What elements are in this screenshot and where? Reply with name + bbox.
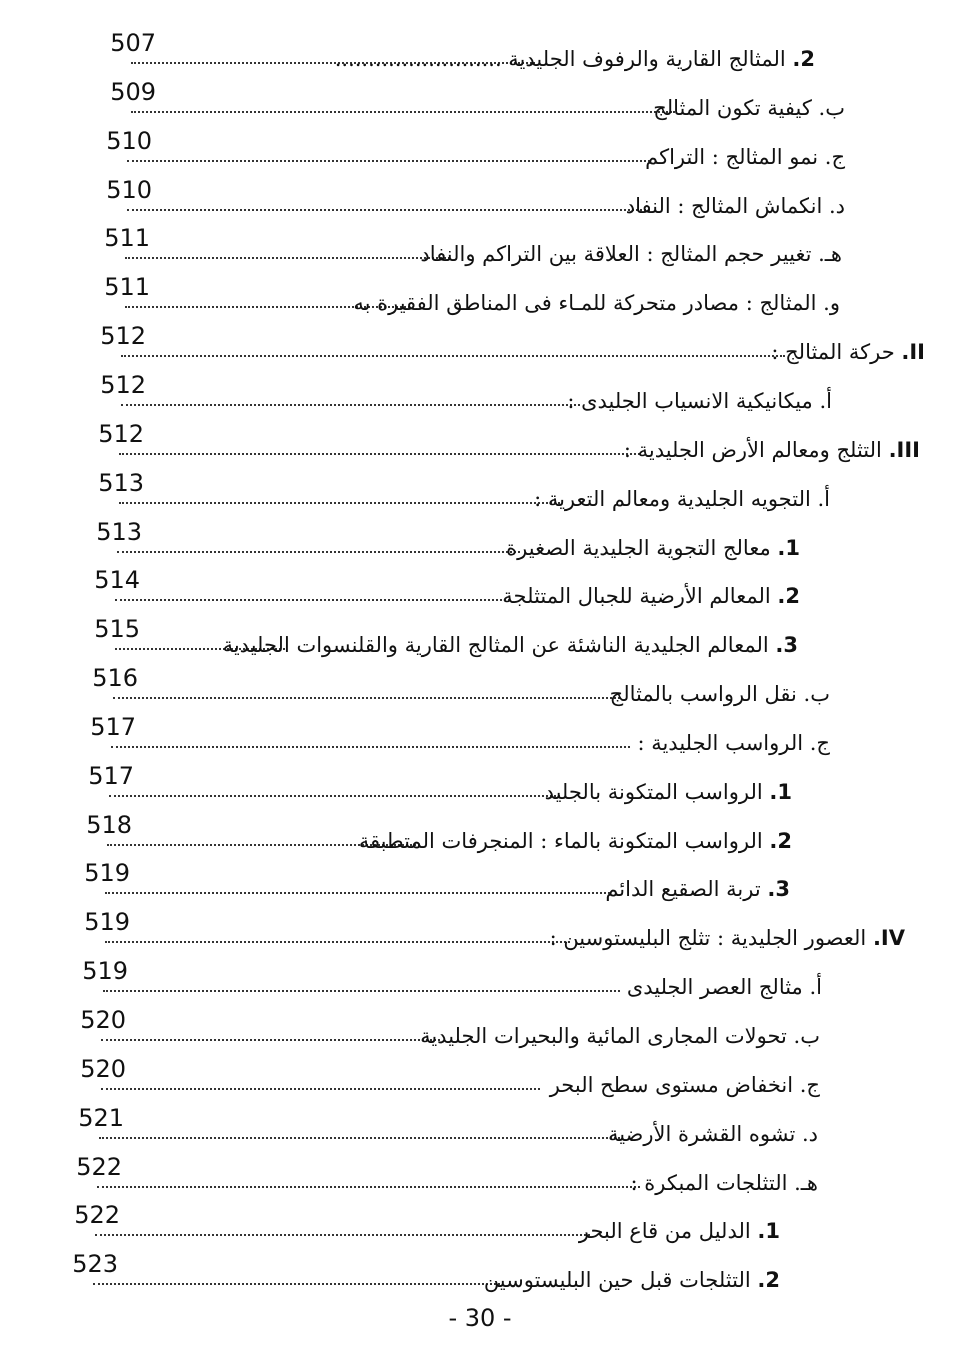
toc-entry [66,77,940,126]
toc-entry-title [631,1166,818,1200]
toc-page-number: 517 [90,712,136,741]
dot-leader [119,502,560,504]
toc-entry-number: IV. [872,926,905,951]
toc-page-number: 523 [72,1250,118,1279]
toc-entry-title [645,140,845,174]
dot-leader [97,1186,640,1188]
toc-entry-title [637,726,830,760]
toc-entry [56,370,940,419]
toc-entry-title [534,482,830,516]
toc-entry [50,565,940,614]
toc-entry [66,28,940,77]
toc-entry-text: التثلج ومعالم الأرض الجليدية : [623,437,882,462]
toc-entry [48,663,940,712]
dot-leader [125,257,450,259]
toc-entry-title [771,335,925,369]
toc-entry-text: أ. مثالج العصر الجليدى [626,975,822,1000]
toc-entry-number: III. [888,437,920,462]
toc-entry [56,321,940,370]
toc-entry-title [506,531,800,565]
toc-entry-text: الدليل من قاع البحر [578,1219,751,1244]
toc-entry-text: ب. كيفية تكون المثالج [653,95,845,120]
dot-leader [127,160,650,162]
dot-leader [119,453,640,455]
toc-entry-number: 1. [769,779,792,804]
toc-page-number: 517 [88,761,134,790]
toc-entry-number: 2. [792,47,815,71]
toc-entry [40,907,940,956]
toc-entry-number: 3. [767,877,790,902]
toc-page-number: 513 [98,468,144,497]
toc-entry-text: حركة المثالج : [771,340,895,365]
toc-entry [46,712,940,761]
toc-entry-title [608,1117,818,1151]
dot-leader [99,1137,620,1139]
dot-leader [103,990,620,992]
toc-entry-title [360,824,792,858]
dot-leader [131,111,675,113]
toc-entry [36,1005,940,1054]
toc-entry-text: هـ. التثلجات المبكرة : [630,1170,818,1195]
toc-entry [60,223,940,272]
toc-entry-title [420,1019,820,1053]
toc-entry-number: II. [901,340,925,365]
toc-entry-title [610,677,830,711]
toc-entry-title [353,286,840,320]
toc-page-number: 512 [98,419,144,448]
toc-page-number: 511 [104,273,150,302]
toc-entry-title [567,384,832,418]
toc-entry-number: 1. [777,535,800,560]
toc-entry-title [420,237,842,271]
toc-entry-text: أ. ميكانيكية الانسياب الجليدى : [567,388,832,413]
toc-entry-text: العصور الجليدية : تثلج البليستوسين : [549,926,867,951]
toc-page-number: 519 [84,859,130,888]
toc-entry-title [550,1068,820,1102]
dot-leader [121,355,785,357]
toc-page-number: 510 [106,175,152,204]
toc-entry-title [545,775,792,809]
toc-page-number: 520 [80,1054,126,1083]
toc-entry-title [579,1214,780,1248]
toc-entry [62,175,940,224]
toc-page-number: 519 [82,957,128,986]
toc-entry [40,858,940,907]
dot-leader [105,941,570,943]
dot-leader [115,599,510,601]
toc-entry-text: هـ. تغيير حجم المثالج : العلاقة بين التراكم والنفاد [420,242,842,267]
toc-entry-text: ج. الرواسب الجليدية : [637,730,830,755]
toc-entry-number: 3. [775,633,798,658]
toc-page-number: 520 [80,1006,126,1034]
toc-page-number: 515 [94,615,140,644]
dot-leader [101,1039,440,1041]
toc-page-number: 513 [96,517,142,546]
toc-entry-title [626,189,845,223]
toc-page-number: 511 [104,224,150,253]
toc-entry-title [334,42,815,76]
toc-entry-text: أ. التجويه الجليدية ومعالم التعرية : [534,486,830,511]
toc-entry-text: تربة الصقيع الدائم [605,877,761,902]
toc-entry-text: المعالم الجليدية الناشئة عن المثالج القارية والقلنسوات الجليدية [222,633,769,658]
toc-page-number: 514 [94,566,140,595]
toc-entry-text: المثالج القارية والرفوف الجليدية ......................... [334,47,786,71]
toc-entry [62,126,940,175]
toc-entry-text: ج. نمو المثالج : التراكم [645,144,845,169]
toc-page-number: 518 [86,810,132,839]
dot-leader [117,551,520,553]
toc-entry-number: 2. [769,828,792,853]
dot-leader [101,1088,540,1090]
toc-entry [42,810,940,859]
page-number: - 30 - [448,1304,512,1332]
toc-entry-title [550,921,905,955]
toc-entry-text: و. المثالج : مصادر متحركة للمـاء فى المناطق الفقيرة به [353,291,840,316]
dot-leader [111,746,630,748]
toc-entry-text: الرواسب المتكونة بالماء : المنجرفات المتطبقة [358,828,763,853]
toc-page-number: 510 [106,126,152,155]
dot-leader [95,1234,590,1236]
toc-entry-title [502,579,800,613]
toc-entry [44,761,940,810]
toc-entry [54,419,940,468]
toc-entry-title [222,628,798,662]
toc-page-number: 507 [110,29,156,57]
toc-entry-title [653,91,845,125]
toc-entry [60,272,940,321]
toc-entry [36,1054,940,1103]
toc-entry-title [484,1263,780,1297]
toc-page-number: 519 [84,908,130,937]
toc-entry [32,1152,940,1201]
dot-leader [105,892,610,894]
toc-entry-text: المعالم الأرضية للجبال المتثلجة [502,584,771,609]
dot-leader [121,404,580,406]
toc-entry-text: التثلجات قبل حين البليستوسين [483,1268,751,1293]
toc-page-number: 512 [100,322,146,351]
toc-entry-text: د. انكماش المثالج : النفاد [625,193,845,218]
toc-entry-text: معالج التجوية الجليدية الصغيرة [506,535,771,560]
toc-entry-title [627,970,822,1004]
dot-leader [127,209,650,211]
toc-entry [38,956,940,1005]
toc-entry [28,1249,940,1298]
toc-page-number: 522 [74,1201,120,1230]
toc-entry [52,517,940,566]
dot-leader [109,795,560,797]
toc-entry [54,468,940,517]
toc-entry-text: الرواسب المتكونة بالجليد [544,779,763,804]
toc-entry-number: 2. [777,584,800,609]
toc-entry-text: ب. تحولات المجارى المائية والبحيرات الجليدية [420,1024,820,1048]
toc-entry-text: ج. انخفاض مستوى سطح البحر [549,1072,820,1097]
toc-entry-title [605,872,790,906]
toc-page-number: 516 [92,664,138,693]
toc-entry [34,1103,940,1152]
toc-page-number: 509 [110,77,156,106]
toc-entry [50,614,940,663]
dot-leader [93,1283,500,1285]
toc-entry [30,1200,940,1249]
toc-entry-title [624,433,920,467]
toc-entry-text: ب. نقل الرواسب بالمثالج [609,682,830,707]
toc-entry-number: 1. [757,1219,780,1244]
toc-page-number: 512 [100,370,146,399]
dot-leader [113,697,620,699]
toc-entry-text: د. تشوه القشرة الأرضية [607,1121,818,1146]
toc-page-number: 521 [78,1103,124,1132]
toc-page-number: 522 [76,1152,122,1181]
toc-entry-number: 2. [757,1268,780,1293]
